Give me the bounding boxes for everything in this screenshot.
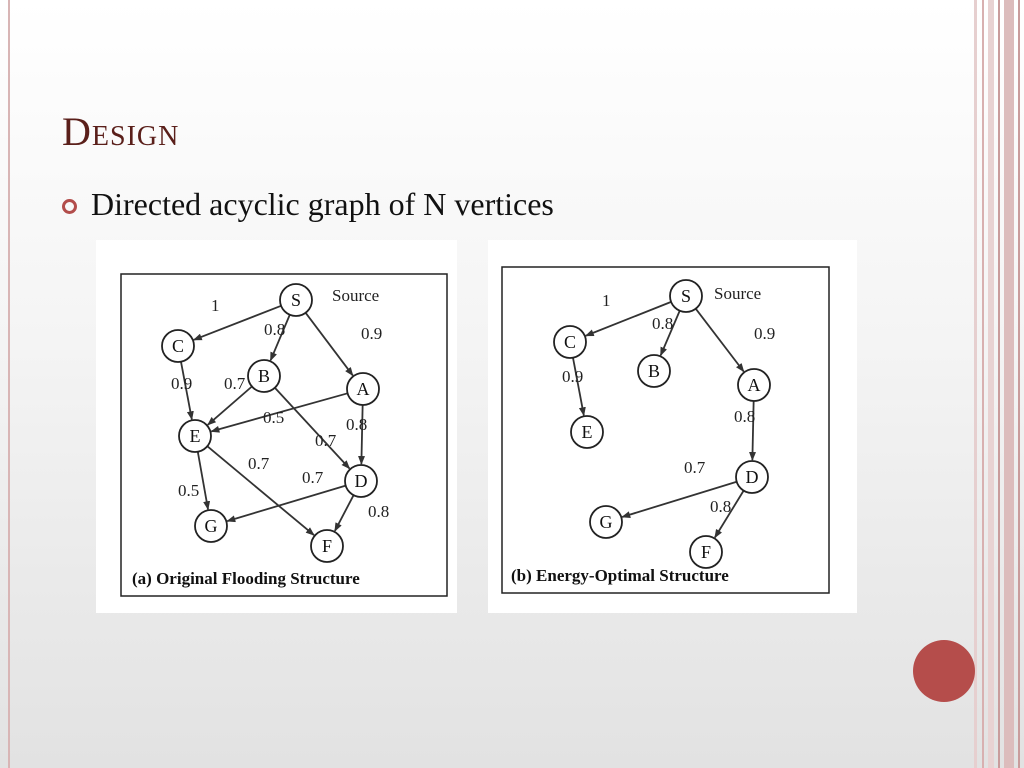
edge-weight-label: 0.7 bbox=[684, 458, 706, 477]
node-label: S bbox=[680, 286, 692, 306]
node-label: C bbox=[563, 332, 577, 352]
node-a bbox=[347, 373, 379, 405]
edge-weight-label: 0.8 bbox=[368, 502, 390, 521]
node-c bbox=[162, 330, 194, 362]
diagram-panel-b bbox=[488, 240, 857, 613]
edge-weight-label: 0.8 bbox=[652, 314, 674, 333]
edge-s-a bbox=[306, 313, 353, 376]
edge-weight-label: 1 bbox=[211, 296, 220, 315]
node-f bbox=[311, 530, 343, 562]
edge-weight-label: 0.5 bbox=[178, 481, 200, 500]
node-label: D bbox=[354, 471, 368, 491]
node-label: A bbox=[747, 375, 761, 395]
node-label: C bbox=[171, 336, 185, 356]
node-label: F bbox=[700, 542, 712, 562]
edge-weight-label: 0.9 bbox=[361, 324, 383, 343]
edge-a-d bbox=[361, 405, 362, 464]
node-label: B bbox=[647, 361, 661, 381]
node-label: E bbox=[581, 422, 593, 442]
edge-weight-label: 0.7 bbox=[302, 468, 324, 487]
node-label: E bbox=[189, 426, 201, 446]
node-label: B bbox=[257, 366, 271, 386]
node-label: G bbox=[204, 516, 218, 536]
source-label: Source bbox=[332, 286, 380, 305]
node-b bbox=[638, 355, 670, 387]
diagram-a-graph bbox=[96, 240, 457, 613]
node-label: S bbox=[290, 290, 302, 310]
edge-weight-label: 0.8 bbox=[346, 415, 368, 434]
decorative-accent-circle bbox=[913, 640, 975, 702]
edge-weight-label: 0.9 bbox=[562, 367, 584, 386]
diagram-a-caption: (a) Original Flooding Structure bbox=[132, 569, 360, 588]
node-d bbox=[736, 461, 768, 493]
edge-b-d bbox=[275, 388, 350, 469]
node-label: D bbox=[745, 467, 759, 487]
node-e bbox=[571, 416, 603, 448]
edge-weight-label: 0.7 bbox=[248, 454, 270, 473]
node-s bbox=[670, 280, 702, 312]
diagram-b-caption: (b) Energy-Optimal Structure bbox=[511, 566, 729, 585]
edge-weight-label: 1 bbox=[602, 291, 611, 310]
node-c bbox=[554, 326, 586, 358]
diagram-b-graph bbox=[488, 240, 857, 613]
edge-weight-label: 0.7 bbox=[224, 374, 246, 393]
bullet-ring-icon bbox=[62, 199, 77, 214]
edge-weight-label: 0.8 bbox=[264, 320, 286, 339]
slide-title: Design bbox=[62, 109, 180, 154]
edge-s-a bbox=[696, 309, 744, 372]
edge-weight-label: 0.9 bbox=[754, 324, 776, 343]
node-s bbox=[280, 284, 312, 316]
node-d bbox=[345, 465, 377, 497]
node-label: G bbox=[599, 512, 613, 532]
diagram-panel-a bbox=[96, 240, 457, 613]
node-label: A bbox=[356, 379, 370, 399]
node-g bbox=[590, 506, 622, 538]
edge-weight-label: 0.7 bbox=[315, 431, 337, 450]
edge-d-g bbox=[227, 486, 345, 522]
right-decorative-stripes bbox=[974, 0, 1024, 768]
node-b bbox=[248, 360, 280, 392]
edge-weight-label: 0.8 bbox=[710, 497, 732, 516]
node-e bbox=[179, 420, 211, 452]
left-decorative-rule bbox=[8, 0, 10, 768]
node-g bbox=[195, 510, 227, 542]
edge-weight-label: 0.9 bbox=[171, 374, 193, 393]
node-f bbox=[690, 536, 722, 568]
node-label: F bbox=[321, 536, 333, 556]
edge-d-f bbox=[335, 495, 354, 531]
bullet-item bbox=[62, 186, 554, 223]
edge-e-g bbox=[198, 452, 208, 510]
bullet-text: Directed acyclic graph of N vertices bbox=[91, 186, 554, 222]
edge-weight-label: 0.5 bbox=[263, 408, 285, 427]
source-label: Source bbox=[714, 284, 762, 303]
edge-weight-label: 0.8 bbox=[734, 407, 756, 426]
node-a bbox=[738, 369, 770, 401]
